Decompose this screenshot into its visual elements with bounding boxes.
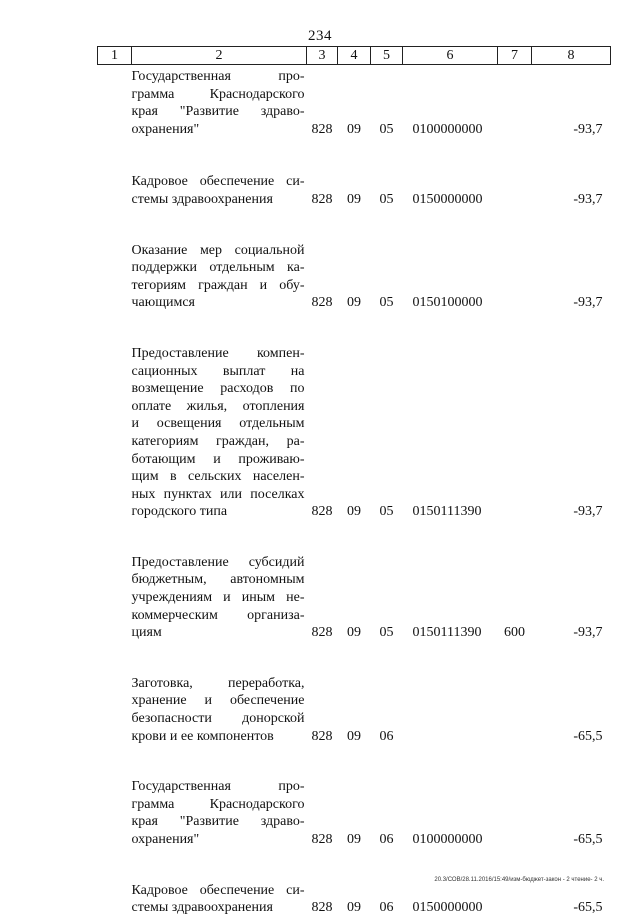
table-header: [98, 47, 611, 65]
row-spacer: [98, 849, 611, 879]
cell-ved: 828: [311, 728, 333, 744]
cell-num: [98, 879, 132, 917]
name-line: Государственная про-: [131, 69, 305, 84]
column-header-3: 3: [307, 47, 338, 65]
cell-name: [132, 672, 307, 745]
name-line: крови и ее компонентов: [131, 728, 274, 744]
column-header-4: 4: [338, 47, 371, 65]
name-line: Предоставление компен-: [131, 345, 305, 361]
name-line: хранение и обеспечение: [131, 693, 305, 709]
column-header-8: 8: [532, 47, 611, 65]
name-line: Кадровое обеспечение си-: [131, 882, 305, 898]
table-row: [98, 551, 611, 642]
name-line: коммерческим организа-: [131, 607, 305, 623]
name-line: грамма Краснодарского: [131, 796, 305, 812]
cell-amount: -93,7: [573, 191, 603, 207]
cell-csr: 0150111390: [412, 504, 482, 520]
cell-amount: -93,7: [573, 295, 603, 311]
cell-name: [132, 239, 307, 312]
cell-vr: [498, 672, 532, 745]
name-line: края "Развитие здраво-: [131, 104, 305, 120]
cell-name: [132, 879, 307, 917]
cell-ved: 828: [311, 191, 333, 207]
table-row: [98, 775, 611, 848]
cell-rz: 09: [347, 728, 361, 744]
name-line: циям: [131, 625, 162, 641]
table-row: [98, 672, 611, 745]
row-spacer: [98, 521, 611, 551]
cell-name: [132, 170, 307, 208]
name-line: края "Развитие здраво-: [131, 814, 305, 830]
column-header-5: 5: [371, 47, 403, 65]
name-line: и освещения отдельным: [131, 416, 305, 432]
name-line: Государственная про-: [131, 779, 305, 795]
cell-vr: [498, 879, 532, 917]
name-line: Оказание мер социальной: [131, 242, 305, 258]
name-line: бюджетным, автономным: [131, 572, 305, 588]
row-spacer: [98, 209, 611, 239]
name-line: стемы здравоохранения: [131, 191, 273, 207]
cell-vr: 600: [504, 625, 525, 641]
cell-vr: [498, 775, 532, 848]
cell-num: [98, 775, 132, 848]
cell-num: [98, 170, 132, 208]
cell-csr: 0150100000: [412, 295, 483, 311]
cell-amount: -65,5: [573, 728, 603, 744]
cell-ved: 828: [311, 832, 333, 847]
cell-vr: [498, 239, 532, 312]
cell-rz: 09: [347, 832, 361, 847]
column-header-7: 7: [498, 47, 532, 65]
cell-num: [98, 342, 132, 521]
cell-csr: 0100000000: [412, 832, 483, 847]
cell-amount: -93,7: [573, 121, 603, 137]
cell-ved: 828: [311, 504, 333, 520]
name-line: охранения": [131, 121, 200, 137]
cell-csr: [403, 672, 498, 745]
name-line: поддержки отдельным ка-: [131, 260, 305, 276]
name-line: ных пунктах или поселках: [131, 486, 305, 502]
footer-stamp: 20.3/СОВ/28.11.2016/15:49/изм-бюджет-закон - 2 чтение- 2 ч.: [434, 877, 604, 883]
cell-vr: [498, 170, 532, 208]
name-line: безопасности донорской: [131, 711, 305, 727]
row-spacer: [98, 745, 611, 775]
cell-pr: 06: [379, 900, 394, 916]
table-body: [98, 65, 611, 917]
cell-amount: -65,5: [573, 900, 603, 916]
cell-rz: 09: [347, 191, 361, 207]
name-line: Предоставление субсидий: [131, 554, 305, 570]
cell-ved: 828: [311, 121, 333, 137]
name-line: учреждениям и иным не-: [131, 590, 305, 606]
cell-csr: 0150000000: [412, 191, 483, 207]
cell-name: [132, 65, 307, 139]
cell-amount: -93,7: [573, 504, 603, 520]
name-line: Кадровое обеспечение си-: [131, 174, 305, 190]
name-line: охранения": [131, 832, 200, 847]
cell-ved: 828: [311, 625, 333, 641]
name-line: возмещение расходов по: [131, 381, 305, 397]
column-header-6: 6: [403, 47, 498, 65]
cell-vr: [498, 342, 532, 521]
table-row: [98, 342, 611, 521]
cell-pr: 05: [379, 295, 394, 311]
cell-num: [98, 239, 132, 312]
cell-pr: 05: [379, 504, 394, 520]
table-row: [98, 239, 611, 312]
name-line: Заготовка, переработка,: [131, 675, 305, 691]
name-line: стемы здравоохранения: [131, 900, 273, 916]
name-line: грамма Краснодарского: [131, 86, 305, 102]
cell-rz: 09: [347, 900, 361, 916]
name-line: щим в сельских населен-: [131, 469, 305, 485]
cell-csr: 0150000000: [412, 900, 483, 916]
row-spacer: [98, 312, 611, 342]
cell-vr: [498, 65, 532, 139]
cell-num: [98, 65, 132, 139]
cell-num: [98, 672, 132, 745]
table-row: [98, 65, 611, 139]
cell-rz: 09: [347, 625, 361, 641]
name-line: оплате жилья, отопления: [131, 398, 305, 414]
name-line: ботающим и проживаю-: [131, 451, 305, 467]
cell-pr: 05: [379, 191, 394, 207]
cell-csr: 0100000000: [412, 121, 483, 137]
budget-table: [97, 46, 611, 917]
cell-ved: 828: [311, 900, 333, 916]
cell-pr: 06: [379, 832, 394, 847]
column-header-2: 2: [132, 47, 307, 65]
cell-rz: 09: [347, 121, 361, 137]
cell-pr: 05: [379, 121, 394, 137]
cell-rz: 09: [347, 295, 361, 311]
cell-name: [132, 551, 307, 642]
name-line: чающимся: [131, 295, 195, 311]
name-line: сационных выплат на: [131, 363, 305, 379]
cell-amount: -65,5: [573, 832, 603, 847]
name-line: категориям граждан, ра-: [131, 433, 305, 449]
name-line: тегориям граждан и обу-: [131, 277, 305, 293]
page-number: 234: [308, 28, 332, 44]
cell-csr: 0150111390: [412, 625, 482, 641]
table-row: [98, 879, 611, 917]
cell-ved: 828: [311, 295, 333, 311]
column-header-1: 1: [98, 47, 132, 65]
cell-name: [132, 342, 307, 521]
cell-num: [98, 551, 132, 642]
name-line: городского типа: [131, 504, 228, 520]
cell-rz: 09: [347, 504, 361, 520]
row-spacer: [98, 138, 611, 170]
cell-pr: 05: [379, 625, 394, 641]
cell-amount: -93,7: [573, 625, 603, 641]
cell-pr: 06: [379, 728, 394, 744]
table-row: [98, 170, 611, 208]
cell-name: [132, 775, 307, 848]
row-spacer: [98, 642, 611, 672]
